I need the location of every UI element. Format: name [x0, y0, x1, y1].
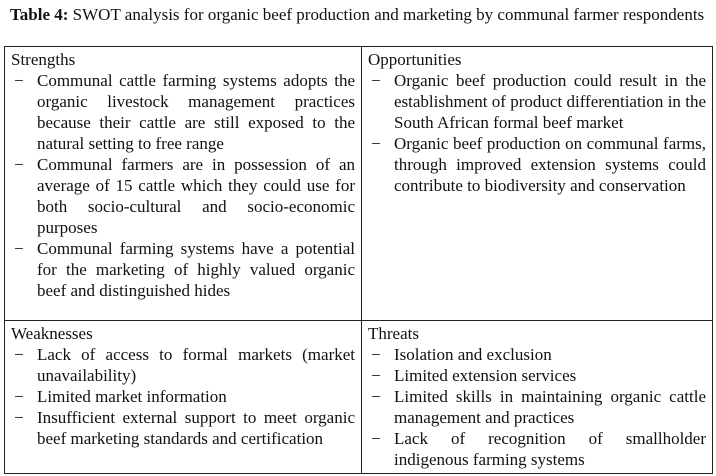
list-item-text: Isolation and exclusion [394, 345, 552, 364]
bullet-dash: − [14, 155, 24, 174]
list-item [368, 133, 706, 196]
list-item-text: Limited skills in maintaining organic cattle management and practices [394, 387, 706, 427]
list-item-text: Communal farmers are in possession of an average of 15 cattle which they could use for both socio-cultural and socio-economic purposes [37, 155, 355, 237]
bullet-dash: − [14, 387, 24, 406]
list-item [11, 70, 355, 154]
table-caption [10, 4, 710, 25]
list-item-text: Communal farming systems have a potential for the marketing of highly valued organic beef and distinguished hides [37, 239, 355, 300]
bullet-dash: − [14, 345, 24, 364]
list-item-text: Lack of recognition of smallholder indigenous farming systems [394, 429, 706, 469]
bullet-dash: − [371, 366, 381, 385]
strengths-cell [5, 47, 362, 321]
list-item-text: Limited extension services [394, 366, 577, 385]
list-item [368, 365, 706, 386]
swot-table [4, 46, 713, 474]
bullet-dash: − [14, 71, 24, 90]
swot-row-bottom [5, 321, 713, 474]
table-caption-text: SWOT analysis for organic beef production and marketing by communal farmer respondents [68, 5, 705, 24]
strengths-list [11, 70, 355, 301]
list-item-text: Lack of access to formal markets (market unavailability) [37, 345, 355, 385]
opportunities-cell [362, 47, 713, 321]
list-item [11, 238, 355, 301]
threats-title: Threats [368, 324, 419, 343]
threats-cell [362, 321, 713, 474]
bullet-dash: − [371, 429, 381, 448]
list-item-text: Insufficient external support to meet organic beef marketing standards and certification [37, 408, 355, 448]
weaknesses-title: Weaknesses [11, 324, 93, 343]
list-item [11, 407, 355, 449]
list-item-text: Communal cattle farming systems adopts the organic livestock management practices because their cattle are still exposed to the natural setting to free range [37, 71, 355, 153]
table-caption-label: Table 4: [10, 5, 69, 24]
list-item-text: Organic beef production on communal farms, through improved extension systems could contribute to biodiversity and conservation [394, 134, 706, 195]
list-item [368, 344, 706, 365]
list-item [368, 428, 706, 470]
list-item [11, 386, 355, 407]
bullet-dash: − [371, 387, 381, 406]
bullet-dash: − [14, 239, 24, 258]
threats-list [368, 344, 706, 470]
list-item-text: Limited market information [37, 387, 227, 406]
weaknesses-cell [5, 321, 362, 474]
bullet-dash: − [371, 71, 381, 90]
bullet-dash: − [14, 408, 24, 427]
list-item-text: Organic beef production could result in the establishment of product differentiation in the South African formal beef market [394, 71, 706, 132]
swot-row-top [5, 47, 713, 321]
bullet-dash: − [371, 134, 381, 153]
opportunities-title: Opportunities [368, 50, 462, 69]
strengths-title: Strengths [11, 50, 76, 69]
opportunities-list [368, 70, 706, 196]
bullet-dash: − [371, 345, 381, 364]
list-item [368, 70, 706, 133]
list-item [11, 344, 355, 386]
weaknesses-list [11, 344, 355, 449]
list-item [368, 386, 706, 428]
list-item [11, 154, 355, 238]
